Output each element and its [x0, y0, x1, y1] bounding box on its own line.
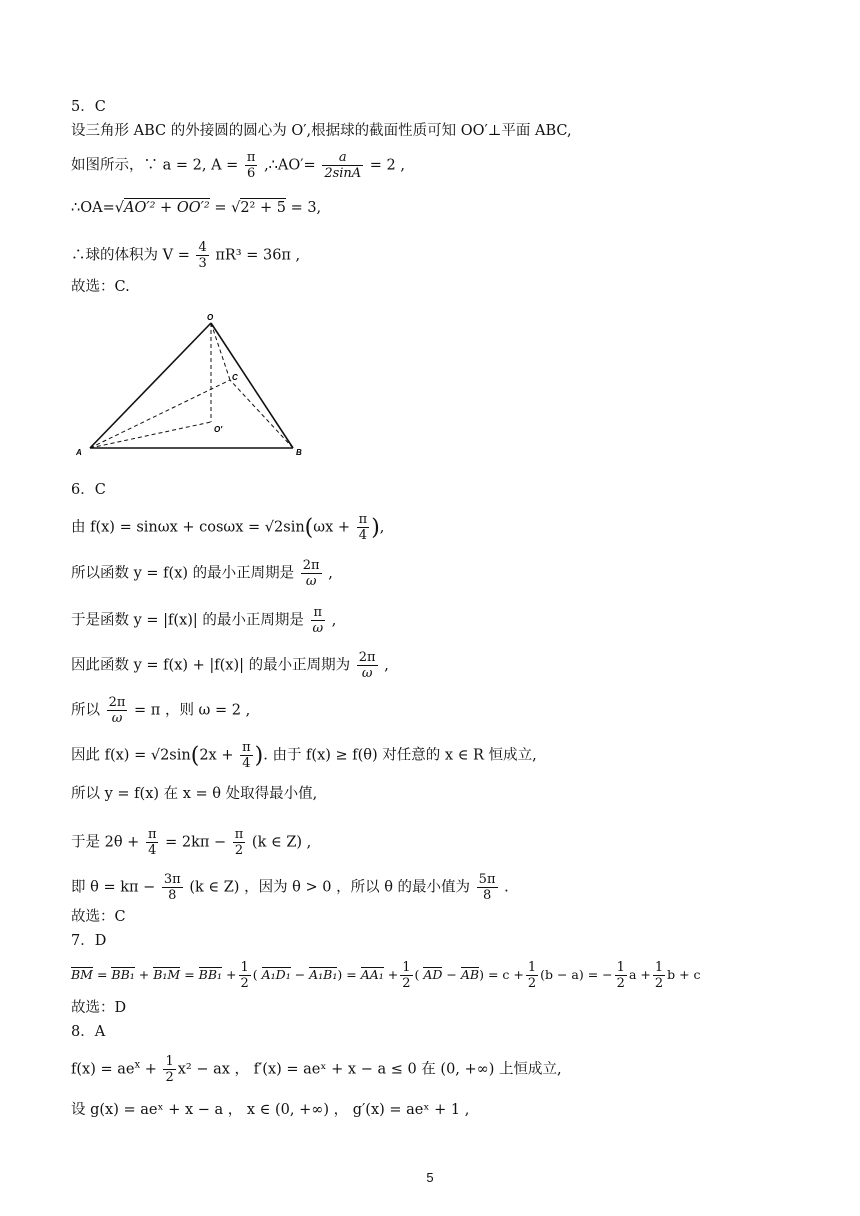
page-number: 5: [426, 1170, 434, 1185]
q8-l1-pre: f(x) = ae: [71, 1061, 135, 1078]
q6-line4: [71, 650, 389, 681]
frac-num: a: [322, 150, 363, 166]
q6-line5: [71, 695, 250, 726]
frac-num: 2π: [358, 650, 376, 665]
equals: =: [214, 200, 227, 216]
q5-line4-pre: ∴球的体积为 V =: [71, 247, 190, 264]
frac-num: π: [242, 740, 251, 755]
q5-line4-post: πR³ = 36π ,: [215, 247, 301, 264]
q6-l9-post: .: [504, 879, 509, 896]
label-c: C: [232, 373, 238, 382]
q6-line8: [71, 827, 311, 858]
q6-title: 6．C: [71, 482, 106, 498]
vector-ab: AB: [460, 967, 480, 982]
frac-den: 3: [198, 256, 207, 271]
frac-num: π: [147, 827, 157, 842]
q5-line3-post: = 3,: [290, 200, 322, 216]
frac-den: 2: [240, 976, 249, 991]
q8-l1-sup: x: [134, 1059, 141, 1071]
q8-l1-post: x² − ax ， f′(x) = aeˣ + x − a ≤ 0 在 (0, +∞) 上恒成立,: [177, 1061, 562, 1078]
frac-num: π: [246, 150, 256, 165]
fraction: [196, 240, 208, 271]
q6-line7: 所以 y = f(x) 在 x = θ 处取得最小值,: [71, 786, 318, 802]
q5-title: 5．C: [71, 99, 106, 115]
label-o-prime: O′: [214, 425, 223, 434]
frac-num: 1: [402, 960, 411, 975]
paren-open: (: [304, 515, 314, 541]
q6-l4-post: ,: [384, 657, 389, 674]
q8-line1: [71, 1054, 562, 1085]
q6-l3-pre: 于是函数 y = |f(x)| 的最小正周期是: [71, 612, 304, 629]
vector-aa1: AA₁: [360, 967, 384, 982]
frac-den: 8: [168, 888, 177, 903]
q5-line3: [71, 198, 321, 218]
paren-open: (: [190, 743, 200, 769]
q5-line2-post: = 2 ,: [369, 157, 405, 174]
fraction: [322, 150, 363, 181]
fraction: [357, 650, 378, 681]
vector-a1b1: A₁B₁: [309, 967, 338, 982]
frac-num: 2π: [108, 695, 126, 710]
q5-line1: 设三角形 ABC 的外接圆的圆心为 O′,根据球的截面性质可知 OO′⊥平面 ABC,: [71, 123, 572, 139]
frac-den: 4: [148, 843, 157, 858]
frac-num: π: [311, 605, 326, 621]
frac-den: 6: [247, 166, 256, 181]
sqrt-sign: √: [114, 200, 124, 216]
q8-title: 8．A: [71, 1024, 106, 1040]
q6-l8-post: (k ∈ Z) ,: [251, 834, 312, 851]
q6-l1-post: ,: [379, 519, 385, 536]
frac-num: 5π: [478, 872, 496, 887]
q6-l5-post: = π ，则 ω = 2 ,: [134, 702, 251, 719]
q5-line2-mid: ,∴AO′=: [264, 157, 316, 174]
fraction: [477, 872, 498, 903]
vector-bm: BM: [71, 967, 93, 982]
fraction: [615, 960, 627, 991]
vector-bb1: BB₁: [198, 967, 223, 982]
q6-line6: [71, 740, 537, 771]
edge-ac: [90, 380, 230, 448]
vector-b1m: B₁M: [153, 967, 181, 982]
fraction: [357, 512, 370, 543]
label-o: O: [207, 313, 214, 322]
frac-num: π: [358, 512, 368, 527]
q5-answer: 故选：C.: [71, 279, 130, 295]
fraction: [162, 872, 183, 903]
frac-den: 2: [234, 843, 244, 858]
q7-answer: 故选：D: [71, 1000, 127, 1016]
q5-line2-pre: 如图所示，∵ a = 2, A =: [71, 157, 239, 174]
frac-num: 1: [616, 960, 625, 975]
q6-line9: [71, 872, 509, 903]
q6-l6-in: 2x +: [199, 747, 234, 764]
frac-num: 1: [165, 1054, 174, 1069]
fraction: [233, 827, 246, 858]
label-b: B: [296, 448, 302, 457]
paren-close: ): [254, 743, 264, 769]
q6-l8-pre: 于是 2θ +: [71, 834, 140, 851]
q6-l6-post: . 由于 f(x) ≥ f(θ) 对任意的 x ∈ R 恒成立,: [263, 747, 537, 764]
q6-l6-pre: 因此 f(x) = √2sin: [71, 747, 191, 764]
frac-num: 1: [240, 960, 249, 975]
q5-line3-pre: ∴OA=: [71, 200, 115, 216]
label-a: A: [76, 448, 82, 457]
frac-den: 4: [242, 756, 251, 771]
frac-num: 1: [527, 960, 537, 975]
vector-ad: AD: [423, 967, 443, 982]
fraction: [107, 695, 128, 726]
edge-oc: [211, 323, 230, 380]
frac-num: 2π: [302, 558, 320, 573]
q7-title: 7．D: [71, 933, 107, 949]
fraction: [240, 740, 253, 771]
edge-bc: [230, 380, 293, 448]
q7-line1: BM = BB₁ + B₁M = BB₁ + $\frac{1}{2}$ ( A₁D₁ − A₁B₁) = AA₁ + $\frac{1}{2}$ ( AD − AB) = c + $\frac{1}{2}$ (b − a) = − $\frac{1}{2}$ a + $\frac{1}{2}$ b + c: [71, 960, 701, 991]
q6-l3-post: ,: [331, 612, 337, 629]
fraction: [311, 605, 326, 636]
frac-num: 4: [198, 240, 207, 255]
q5-line2: [71, 150, 405, 181]
fraction: [301, 558, 322, 589]
q8-l1-plus: +: [140, 1061, 157, 1078]
q6-l9-pre: 即 θ = kπ −: [71, 879, 156, 896]
frac-den: 2: [654, 976, 664, 991]
frac-num: 3π: [163, 872, 181, 887]
frac-num: π: [234, 827, 244, 842]
fraction: [163, 1054, 175, 1085]
edge-oa: [90, 323, 211, 448]
q7-tail4: b + c: [667, 967, 701, 982]
paren-close: ): [371, 515, 380, 541]
frac-den: 2sinA: [324, 166, 362, 181]
frac-den: ω: [111, 711, 123, 726]
q6-line2: [71, 558, 333, 589]
q8-line2: 设 g(x) = aeˣ + x − a ， x ∈ (0, +∞) ， g′(x) = aeˣ + 1 ,: [71, 1102, 470, 1118]
q6-l1-in: ωx +: [313, 519, 351, 536]
tetrahedron-figure: [70, 310, 310, 460]
vector-a1d1: A₁D₁: [261, 967, 291, 982]
q6-l1-pre: 由 f(x) = sinωx + cosωx = √2sin: [71, 519, 305, 536]
sqrt-body: AO′² + OO′²: [123, 200, 210, 216]
fraction: [526, 960, 538, 991]
frac-den: ω: [305, 574, 317, 589]
frac-num: 1: [654, 960, 664, 975]
q7-tail: = c +: [487, 967, 524, 982]
q6-line3: [71, 605, 336, 636]
fraction: [146, 827, 159, 858]
frac-den: 8: [482, 888, 492, 903]
q6-l5-pre: 所以: [71, 702, 100, 719]
q6-l2-post: ,: [328, 565, 333, 582]
q6-l8-mid: = 2kπ −: [165, 834, 227, 851]
q7-tail2: (b − a) = −: [540, 967, 613, 982]
frac-den: 2: [402, 976, 411, 991]
q6-answer: 故选：C: [71, 909, 126, 925]
fraction: [239, 960, 251, 991]
q6-l9-mid: (k ∈ Z) ，因为 θ > 0 ，所以 θ 的最小值为: [189, 879, 471, 896]
q5-line4: [71, 240, 300, 271]
edge-ob: [211, 323, 293, 448]
vector-bb1: BB₁: [111, 967, 135, 982]
frac-den: 4: [358, 528, 368, 543]
sqrt-sign: √: [231, 200, 241, 216]
q6-l2-pre: 所以函数 y = f(x) 的最小正周期是: [71, 565, 295, 582]
frac-den: 2: [527, 976, 537, 991]
fraction: [400, 960, 412, 991]
radius-ao-prime: [90, 422, 211, 448]
frac-den: ω: [312, 621, 324, 636]
q7-tail3: a +: [628, 967, 651, 982]
frac-den: 2: [165, 1070, 174, 1085]
q6-l4-pre: 因此函数 y = f(x) + |f(x)| 的最小正周期为: [71, 657, 351, 674]
q6-line1: [71, 512, 384, 543]
fraction: [245, 150, 258, 181]
frac-den: 2: [616, 976, 625, 991]
fraction: [653, 960, 665, 991]
frac-den: ω: [361, 666, 373, 681]
sqrt-body: 2² + 5: [240, 200, 286, 216]
